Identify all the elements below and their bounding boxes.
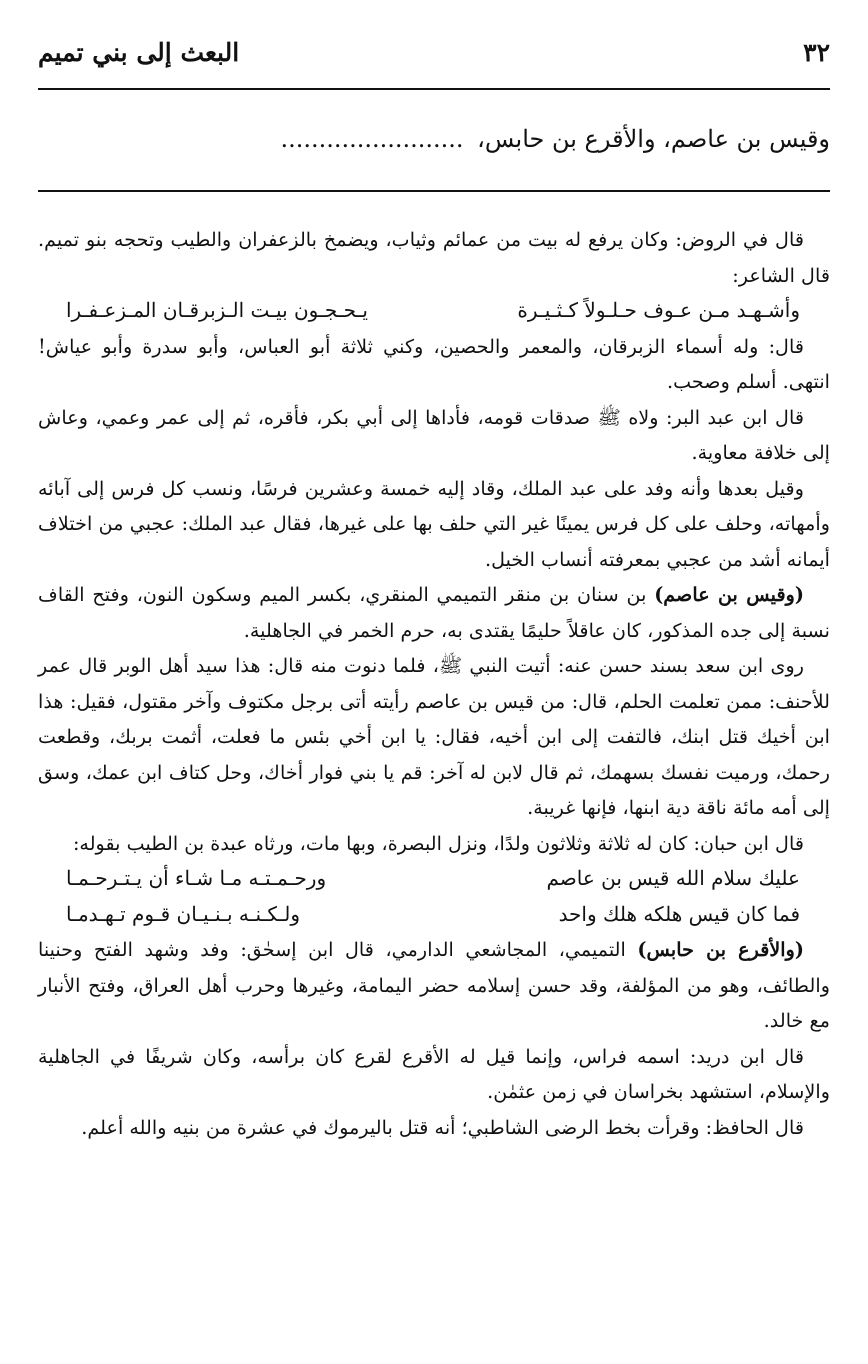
page-number: ٣٢ (803, 37, 830, 67)
commentary (38, 222, 830, 1145)
verse-hemistich-first: وأشـهـد مـن عـوف حـلـولاً كـثـيـرة (517, 298, 800, 322)
page-header (38, 32, 830, 72)
commentary-paragraph: قال ابن دريد: اسمه فراس، وإنما قيل له الأقرع لقرع كان برأسه، وكان شريفًا في الجاهلية والإسلام، استشهد بخراسان في زمن عثمٰن. (38, 1044, 830, 1103)
ellipsis-dots: ........................ (280, 125, 464, 153)
running-title: البعث إلى بني تميم (38, 37, 240, 67)
verse-hemistich-first: فما كان قيس هلكه هلك واحد (558, 901, 800, 926)
verse-hemistich-first: عليك سلام الله قيس بن عاصم (546, 866, 800, 890)
main-text-rule (38, 190, 830, 192)
poetry-verse (38, 861, 830, 897)
verse-hemistich-second: ورحـمـتـه مـا شـاء أن يـتـرحـمـا (66, 866, 327, 890)
commentary-paragraph (38, 577, 830, 648)
verse-hemistich-second: ولـكـنـه بـنـيـان قـوم تـهـدمـا (66, 901, 301, 926)
main-text (38, 125, 830, 153)
lemma-heading: (وقيس بن عاصم) (654, 583, 804, 606)
lemma-text: التميمي، المجاشعي الدارمي، قال ابن إسحٰق: وفد وشهد الفتح وحنينا والطائف، وهو من المؤلفة، وقد حسن إسلامه حضر اليمامة، وغيرها وحرب أهل العراق، وفتح الأنبار مع خالد. (38, 938, 830, 1032)
main-text-line: وقيس بن عاصم، والأقرع بن حابس، (477, 125, 830, 153)
commentary-paragraph: قال ابن حبان: كان له ثلاثة وثلاثون ولدًا، ونزل البصرة، وبها مات، ورثاه عبدة بن الطيب بقوله: (72, 831, 804, 855)
commentary-paragraph: قال: وله أسماء الزبرقان، والمعمر والحصين، وكني ثلاثة أبو العباس، وأبو سدرة وأبو عياش! انتهى. أسلم وصحب. (38, 334, 830, 393)
commentary-paragraph: روى ابن سعد بسند حسن عنه: أتيت النبي ﷺ، فلما دنوت منه قال: هذا سيد أهل الوبر قال عمر للأحنف: ممن تعلمت الحلم، قال: من قيس بن عاصم رأيته أتى برجل مكتوف وآخر مقتول، فقيل: هذا ابن أخيك قتل ابنك، فالتفت إلى ابن أخيه، فقال: يا ابن أخي بئس ما فعلت، أثمت بربك، وقطعت رحمك، ورميت نفسك بسهمك، ثم قال لابن له آخر: قم يا بني فوار أخاك، وحل كتاف ابن عمك، وسق إلى أمه مائة ناقة دية ابنها، فإنها غريبة. (38, 654, 830, 819)
commentary-paragraph: قال ابن عبد البر: ولاه ﷺ صدقات قومه، فأداها إلى أبي بكر، فأقره، ثم إلى عمر وعمي، وعاش إلى خلافة معاوية. (38, 405, 830, 464)
poetry-verse (38, 293, 830, 329)
lemma-text: بن سنان بن منقر التميمي المنقري، بكسر الميم وسكون النون، وفتح القاف نسبة إلى جده المذكور، كان عاقلاً حليمًا يقتدى به، حرم الخمر في الجاهلية. (38, 583, 830, 642)
commentary-paragraph: قال في الروض: وكان يرفع له بيت من عمائم وثياب، ويضمخ بالزعفران والطيب وتحجه بنو تميم. قال الشاعر: (38, 228, 830, 287)
commentary-paragraph: قال الحافظ: وقرأت بخط الرضى الشاطبي؛ أنه قتل باليرموك في عشرة من بنيه والله أعلم. (81, 1115, 804, 1139)
header-rule (38, 88, 830, 90)
poetry-verse (38, 897, 830, 933)
verse-hemistich-second: يـحـجـون بيـت الـزبرقـان المـزعـفـرا (66, 298, 368, 322)
commentary-paragraph: وقيل بعدها وأنه وفد على عبد الملك، وقاد إليه خمسة وعشرين فرسًا، ونسب كل فرس إلى آبائه وأمهاته، وحلف على كل فرس يمينًا غير التي حلف بها على غيرها، فقال عبد الملك: عجبي من اختلاف أيمانه أشد من عجبي بمعرفته أنساب الخيل. (38, 476, 830, 571)
commentary-paragraph (38, 932, 830, 1039)
lemma-heading: (والأقرع بن حابس) (637, 938, 804, 961)
